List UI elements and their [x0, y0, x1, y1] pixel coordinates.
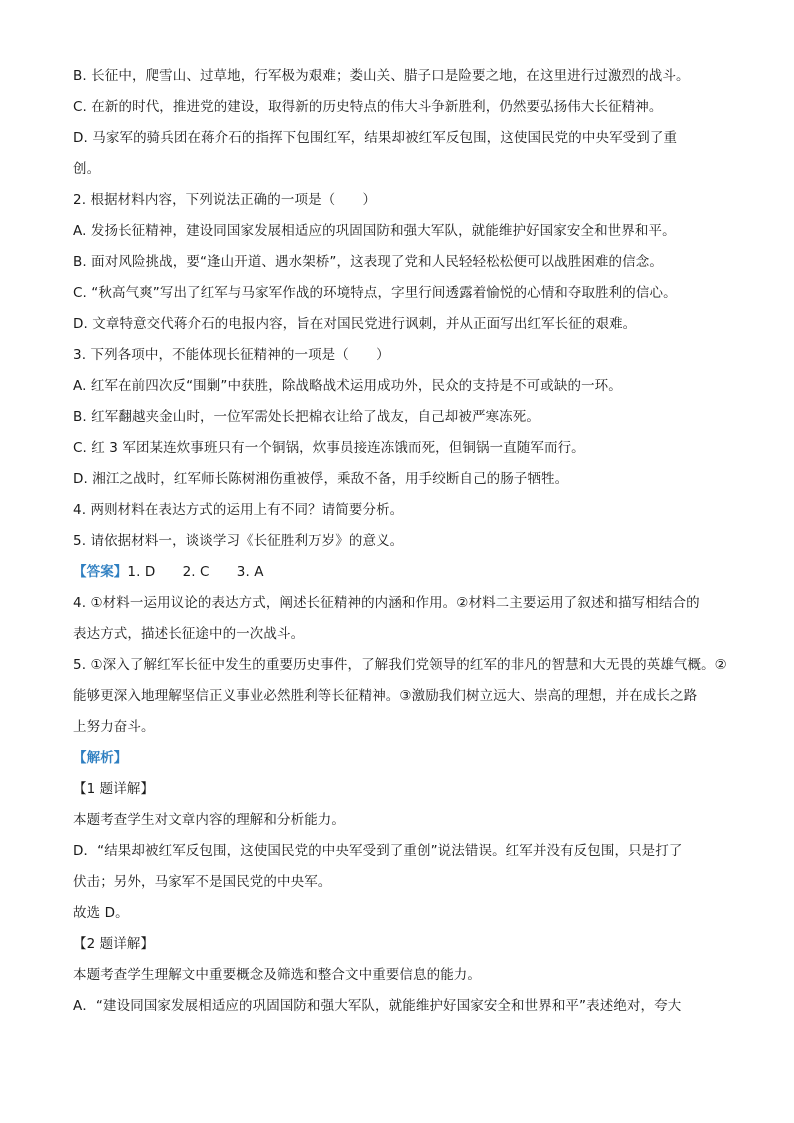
detail-2-heading: 【2 题详解】	[73, 936, 155, 952]
analysis-tag: 【解析】	[73, 750, 128, 766]
question-3: 3. 下列各项中，不能体现长征精神的一项是（ ）	[73, 347, 390, 363]
q2-option-b: B. 面对风险挑战，要“逢山开道、遇水架桥”，这表现了党和人民轻轻松松便可以战胜困难的信念。	[73, 254, 663, 270]
question-4: 4. 两则材料在表达方式的运用上有不同？请简要分析。	[73, 502, 404, 518]
q2-option-c: C. “秋高气爽”写出了红军与马家军作战的环境特点，字里行间透露着愉悦的心情和夺取胜利的信心。	[73, 285, 677, 301]
detail-2-intro: 本题考查学生理解文中重要概念及筛选和整合文中重要信息的能力。	[73, 967, 481, 983]
detail-2-line-1: A．“建设同国家发展相适应的巩固国防和强大军队，就能维护好国家安全和世界和平”表述绝对，夸大	[73, 998, 682, 1014]
answer-4-line-2: 表达方式，描述长征途中的一次战斗。	[73, 626, 305, 642]
answer-4-line-1: 4. ①材料一运用议论的表达方式，阐述长征精神的内涵和作用。②材料二主要运用了叙述和描写相结合的	[73, 595, 700, 611]
option-d-line-cont: 创。	[73, 161, 101, 177]
q3-option-c: C. 红 3 军团某连炊事班只有一个铜锅，炊事员接连冻饿而死，但铜锅一直随军而行。	[73, 440, 585, 456]
question-2: 2. 根据材料内容，下列说法正确的一项是（ ）	[73, 192, 377, 208]
analysis-line	[73, 748, 734, 768]
detail-1-line-2: 伏击；另外，马家军不是国民党的中央军。	[73, 874, 332, 890]
q3-option-b: B. 红军翻越夹金山时，一位军需处长把棉衣让给了战友，自己却被严寒冻死。	[73, 409, 540, 425]
option-c-line: C. 在新的时代，推进党的建设，取得新的历史特点的伟大斗争新胜利，仍然要弘扬伟大长征精神。	[73, 99, 663, 115]
q2-option-d: D. 文章特意交代蒋介石的电报内容，旨在对国民党进行讽刺，并从正面写出红军长征的艰难。	[73, 316, 637, 332]
detail-1-line-1: D．“结果却被红军反包围，这使国民党的中央军受到了重创”说法错误。红军并没有反包围，只是打了	[73, 843, 683, 859]
answer-line	[73, 562, 734, 582]
detail-1-intro: 本题考查学生对文章内容的理解和分析能力。	[73, 812, 345, 828]
q3-option-a: A. 红军在前四次反“围剿”中获胜，除战略战术运用成功外，民众的支持是不可或缺的一环。	[73, 378, 622, 394]
q3-option-d: D. 湘江之战时，红军师长陈树湘伤重被俘，乘敌不备，用手绞断自己的肠子牺牲。	[73, 471, 569, 487]
answer-values: 1. D 2. C 3. A	[127, 564, 264, 580]
answer-5-line-2: 能够更深入地理解坚信正义事业必然胜利等长征精神。③激励我们树立远大、崇高的理想，并在成长之路	[73, 688, 698, 704]
question-5: 5. 请依据材料一，谈谈学习《长征胜利万岁》的意义。	[73, 533, 404, 549]
option-d-line: D. 马家军的骑兵团在蒋介石的指挥下包围红军，结果却被红军反包围，这使国民党的中央军受到了重	[73, 130, 678, 146]
answer-tag: 【答案】	[73, 564, 128, 580]
answer-5-line-3: 上努力奋斗。	[73, 719, 155, 735]
q2-option-a: A. 发扬长征精神，建设同国家发展相适应的巩固国防和强大军队，就能维护好国家安全和世界和平。	[73, 223, 676, 239]
detail-1-heading: 【1 题详解】	[73, 781, 155, 797]
detail-1-choice: 故选 D。	[73, 905, 129, 921]
option-b-line: B. 长征中，爬雪山、过草地，行军极为艰难；娄山关、腊子口是险要之地，在这里进行过激烈的战斗。	[73, 68, 690, 84]
answer-5-line-1: 5. ①深入了解红军长征中发生的重要历史事件，了解我们党领导的红军的非凡的智慧和大无畏的英雄气概。②	[73, 657, 727, 673]
